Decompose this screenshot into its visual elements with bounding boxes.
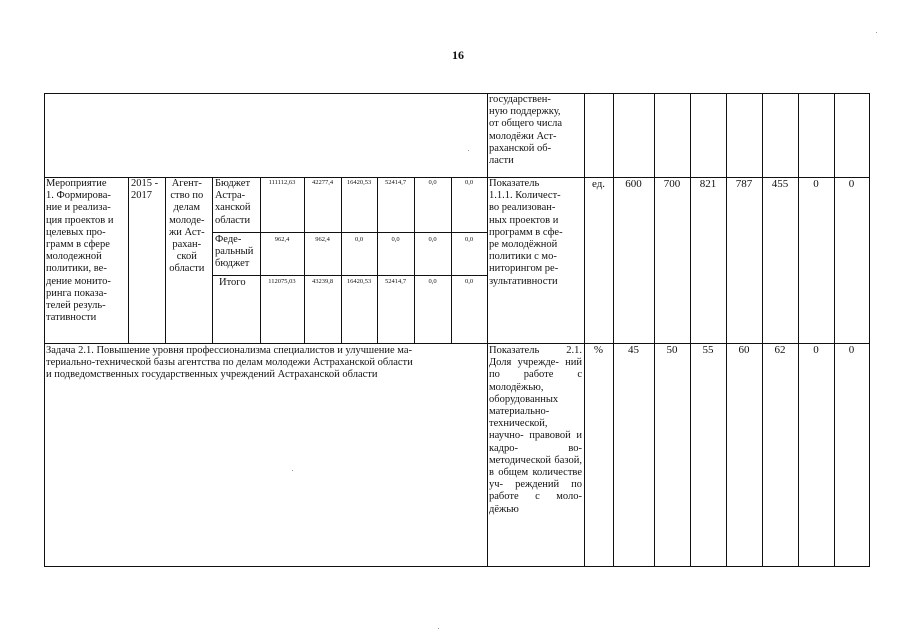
col-line	[584, 93, 585, 567]
col-line	[128, 177, 129, 344]
col-line	[798, 93, 799, 567]
table-right-border	[869, 93, 870, 567]
funding-source: Итого	[219, 277, 246, 288]
indicator-value: 62	[774, 344, 786, 356]
funding-divider	[212, 275, 487, 276]
col-line	[613, 93, 614, 567]
funding-value: 111112,63	[268, 179, 296, 186]
indicator-value: 455	[771, 178, 789, 190]
activity-executor: Агент- ство по делам молоде- жи Аст- рахан- ской области	[169, 178, 205, 275]
scan-speck	[468, 150, 469, 151]
col-line	[414, 177, 415, 344]
col-line	[304, 177, 305, 344]
indicator-value: 0	[813, 344, 819, 356]
funding-value: 0,0	[464, 179, 474, 186]
col-line	[834, 93, 835, 567]
indicator-value: 600	[625, 178, 642, 190]
funding-value: 0,0	[464, 236, 474, 243]
funding-value: 962,4	[274, 236, 290, 243]
activity-years: 2015 - 2017	[131, 178, 159, 202]
funding-value: 962,4	[315, 236, 330, 243]
indicator-value: 0	[848, 178, 855, 190]
col-line	[260, 177, 261, 344]
col-line	[726, 93, 727, 567]
funding-value: 112075,03	[268, 278, 296, 285]
indicator-value: 50	[666, 344, 678, 356]
indicator-value: 787	[735, 178, 753, 190]
task-unit: %	[593, 344, 604, 356]
col-line	[654, 93, 655, 567]
funding-value: 0,0	[428, 236, 437, 243]
col-line	[762, 93, 763, 567]
col-line	[212, 177, 213, 344]
funding-value: 52414,7	[384, 278, 407, 285]
task-text: Задача 2.1. Повышение уровня профессионализма специалистов и улучшение ма- териально-технической базы агентства по делам молодежи Астраханской области и подведомственных государственных учреждений Астраханской области	[46, 345, 413, 381]
col-line	[690, 93, 691, 567]
col-line	[451, 177, 452, 344]
scan-speck	[438, 628, 439, 629]
col-line	[487, 93, 488, 567]
activity-name: Мероприятие 1. Формирова- ние и реализа- ция проектов и целевых про- грамм в сфере молодежной политики, ве- дение монито- ринга показа- телей резуль- тативности	[46, 178, 114, 324]
funding-value: 0,0	[428, 278, 437, 285]
col-line	[377, 177, 378, 344]
funding-value: 42277,4	[311, 179, 334, 186]
funding-source: Бюджет Астра- ханской области	[215, 178, 251, 226]
activity-indicator: Показатель 1.1.1. Количест- во реализован- ных проектов и программ в сфе- ре молодёжной политики с мо- ниторингом ре- зультативности	[489, 178, 563, 287]
indicator-value: 60	[738, 344, 750, 356]
funding-value: 16420,53	[346, 179, 372, 186]
activity-unit: ед.	[591, 178, 606, 190]
indicator-value: 55	[702, 344, 714, 356]
indicator-value: 700	[663, 178, 681, 190]
funding-divider	[212, 232, 487, 233]
indicator-value: 0	[813, 178, 819, 190]
indicator-value: 0	[848, 344, 855, 356]
funding-value: 0,0	[464, 278, 474, 285]
funding-source: Феде- ральный бюджет	[215, 234, 254, 270]
continued-indicator-text: государствен- ную поддержку, от общего числа молодёжи Аст- раханской об- ласти	[489, 94, 563, 167]
funding-value: 43239,8	[311, 278, 334, 285]
funding-value: 52414,7	[384, 179, 407, 186]
scan-speck	[876, 32, 877, 33]
funding-value: 0,0	[428, 179, 437, 186]
funding-value: 0,0	[391, 236, 400, 243]
page-number: 16	[452, 48, 464, 62]
indicator-value: 45	[628, 344, 639, 356]
table-bottom-line	[44, 566, 870, 567]
scan-speck	[292, 470, 293, 471]
indicator-value: 821	[699, 178, 717, 190]
table-left-border	[44, 93, 45, 567]
funding-value: 16420,53	[346, 278, 372, 285]
col-line	[165, 177, 166, 344]
col-line	[341, 177, 342, 344]
table-top-line	[44, 93, 870, 94]
funding-value: 0,0	[354, 236, 364, 243]
task-indicator: Показатель 2.1. Доля учрежде- ний по работе с молодёжью, оборудованных материально- технической, научно- правовой и кадро- во- методической базой, в общем количестве уч- реждений по работе с моло- дёжью	[489, 345, 582, 515]
